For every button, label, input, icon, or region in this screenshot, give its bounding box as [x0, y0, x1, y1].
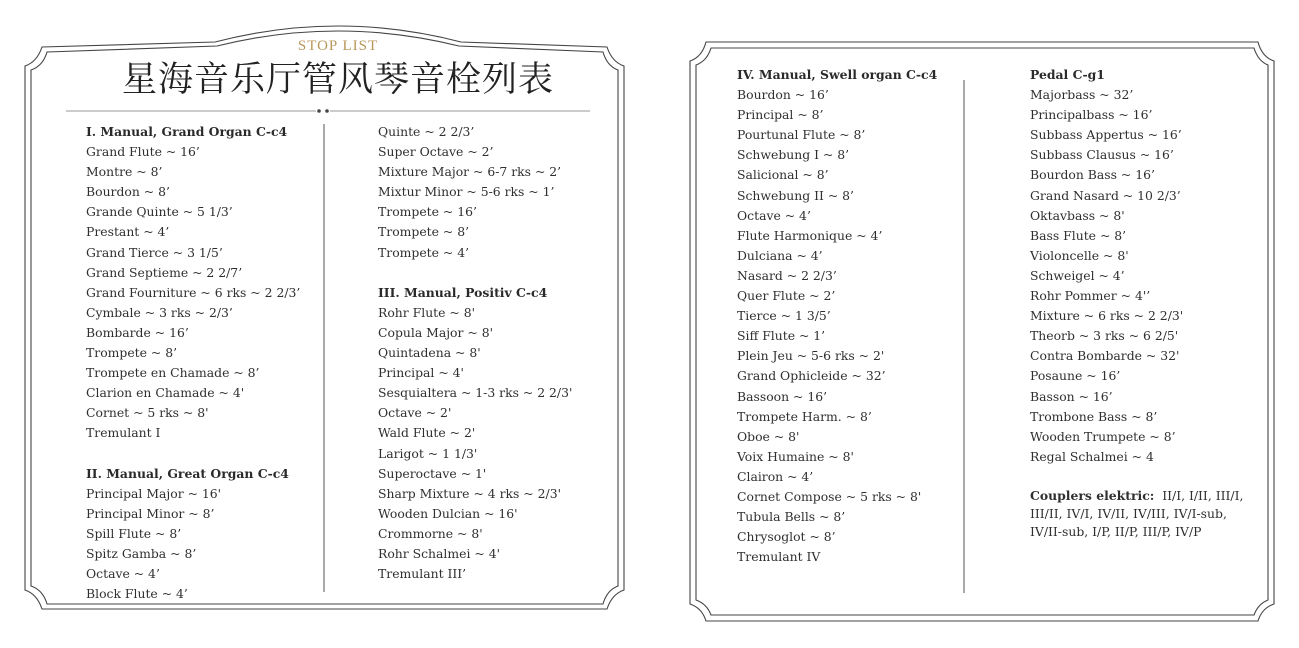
stop-item: Wooden Trumpete ~ 8’ — [1030, 428, 1176, 444]
stop-item: Trompete en Chamade ~ 8’ — [86, 365, 260, 381]
stop-item: Bourdon ~ 8’ — [86, 184, 170, 200]
stop-item: Theorb ~ 3 rks ~ 6 2/5' — [1030, 328, 1179, 344]
stop-item: Oboe ~ 8' — [737, 428, 800, 444]
stop-item: Majorbass ~ 32’ — [1030, 87, 1134, 103]
stop-item: Spitz Gamba ~ 8’ — [86, 545, 197, 561]
stop-item: Quinte ~ 2 2/3’ — [378, 124, 475, 139]
stop-item: Cornet ~ 5 rks ~ 8' — [86, 405, 209, 421]
stop-item: Rohr Flute ~ 8' — [378, 304, 476, 320]
stop-item: Bourdon Bass ~ 16’ — [1030, 167, 1155, 183]
stop-item: Trombone Bass ~ 8’ — [1030, 408, 1158, 424]
stop-item: Sharp Mixture ~ 4 rks ~ 2/3' — [378, 485, 561, 501]
stop-item: Siff Flute ~ 1’ — [737, 328, 826, 344]
stop-item: Wooden Dulcian ~ 16' — [378, 505, 518, 521]
stop-item: Clairon ~ 4’ — [737, 468, 814, 484]
stop-item: Grand Tierce ~ 3 1/5’ — [86, 244, 223, 260]
stop-item: Bombarde ~ 16’ — [86, 324, 189, 340]
left-page-column-2 — [378, 122, 572, 584]
stop-item: Superoctave ~ 1' — [378, 465, 487, 481]
stop-item: Prestant ~ 4’ — [86, 224, 170, 240]
stop-item: Contra Bombarde ~ 32' — [1030, 348, 1180, 364]
stop-item: Super Octave ~ 2’ — [378, 144, 494, 160]
stop-item: Principal Minor ~ 8’ — [86, 505, 215, 521]
stop-item: Tremulant I — [86, 425, 161, 441]
stop-item: Chrysoglot ~ 8’ — [737, 529, 836, 545]
stop-item: Oktavbass ~ 8' — [1030, 207, 1125, 223]
stop-item: Schwebung I ~ 8’ — [737, 147, 850, 163]
stop-item: Flute Harmonique ~ 4’ — [737, 227, 883, 243]
stop-item: Subbass Appertus ~ 16’ — [1030, 127, 1182, 143]
stop-item: Grand Fourniture ~ 6 rks ~ 2 2/3’ — [86, 284, 301, 300]
section-heading: III. Manual, Positiv C-c4 — [378, 284, 548, 300]
stop-item: Tierce ~ 1 3/5’ — [737, 308, 831, 324]
stop-item: Octave ~ 4’ — [86, 566, 160, 582]
stop-item: Tremulant III’ — [378, 566, 467, 582]
stop-item: Trompete ~ 16’ — [378, 204, 477, 220]
stop-item: Rohr Pommer ~ 4'’ — [1030, 288, 1151, 304]
stop-item: Plein Jeu ~ 5-6 rks ~ 2' — [737, 348, 885, 364]
couplers-label: Couplers elektric: — [1030, 487, 1155, 503]
stop-item: Cymbale ~ 3 rks ~ 2/3’ — [86, 304, 233, 320]
stop-item: Trompete Harm. ~ 8’ — [737, 408, 872, 424]
stop-item: Mixture Major ~ 6-7 rks ~ 2’ — [378, 164, 562, 180]
stop-item: Wald Flute ~ 2' — [378, 425, 476, 441]
couplers-line: III/II, IV/I, IV/II, IV/III, IV/I-sub, — [1030, 505, 1227, 521]
stop-item: Grand Flute ~ 16’ — [86, 144, 200, 160]
stop-item: Quintadena ~ 8' — [378, 345, 481, 361]
stop-item: Rohr Schalmei ~ 4' — [378, 545, 500, 561]
stop-item: Principal Major ~ 16' — [86, 485, 222, 501]
stop-item: Nasard ~ 2 2/3’ — [737, 267, 837, 283]
section-heading: Pedal C-g1 — [1030, 67, 1105, 82]
stop-item: Grand Nasard ~ 10 2/3’ — [1030, 187, 1181, 203]
stop-item: Bourdon ~ 16’ — [737, 87, 829, 103]
stop-item: Trompete ~ 8’ — [86, 345, 178, 361]
stop-item: Trompete ~ 4’ — [378, 244, 470, 260]
stop-item: Quer Flute ~ 2’ — [737, 288, 836, 304]
stop-item: Principal ~ 4' — [378, 365, 464, 381]
stop-item: Grande Quinte ~ 5 1/3’ — [86, 204, 233, 220]
stop-item: Clarion en Chamade ~ 4' — [86, 385, 245, 401]
stop-item: Crommorne ~ 8' — [378, 525, 483, 541]
stop-item: Dulciana ~ 4’ — [737, 247, 823, 263]
stop-item: Voix Humaine ~ 8' — [737, 448, 854, 464]
stop-item: Copula Major ~ 8' — [378, 324, 493, 340]
right-page-column-1 — [737, 65, 937, 567]
stop-item: Cornet Compose ~ 5 rks ~ 8' — [737, 488, 922, 504]
stop-item: Mixtur Minor ~ 5-6 rks ~ 1’ — [378, 184, 555, 200]
stop-list-subtitle: STOP LIST — [297, 38, 379, 54]
stop-item: Tubula Bells ~ 8’ — [737, 509, 846, 525]
stop-item: Grand Septieme ~ 2 2/7’ — [86, 264, 243, 280]
couplers-line: IV/II-sub, I/P, II/P, III/P, IV/P — [1030, 523, 1202, 539]
stop-item: Block Flute ~ 4’ — [86, 586, 188, 602]
left-page-column-1 — [86, 122, 300, 604]
stop-item: Regal Schalmei ~ 4 — [1030, 448, 1154, 464]
stop-item: Bass Flute ~ 8’ — [1030, 227, 1127, 243]
stop-item: Montre ~ 8’ — [86, 164, 163, 180]
couplers-block — [1030, 487, 1243, 541]
section-heading: II. Manual, Great Organ C-c4 — [86, 465, 289, 481]
stop-item: Sesquialtera ~ 1-3 rks ~ 2 2/3' — [378, 385, 573, 401]
stop-item: Spill Flute ~ 8’ — [86, 525, 182, 541]
stop-item: Octave ~ 4’ — [737, 207, 811, 223]
title-divider — [66, 109, 590, 113]
stop-item: Pourtunal Flute ~ 8’ — [737, 127, 866, 143]
stop-item: Trompete ~ 8’ — [378, 224, 470, 240]
stop-item: Mixture ~ 6 rks ~ 2 2/3' — [1030, 308, 1184, 324]
stop-item: Schweigel ~ 4’ — [1030, 267, 1125, 283]
right-page-column-2 — [1030, 65, 1243, 541]
stop-item: Subbass Clausus ~ 16’ — [1030, 147, 1174, 163]
stop-item: Tremulant IV — [737, 549, 821, 565]
stop-item: Octave ~ 2' — [378, 405, 452, 421]
stop-item: Larigot ~ 1 1/3' — [378, 445, 478, 461]
section-heading: I. Manual, Grand Organ C-c4 — [86, 124, 288, 139]
page-title: 星海音乐厅管风琴音栓列表 — [121, 60, 554, 100]
stop-item: Salicional ~ 8’ — [737, 167, 829, 183]
stop-item: Basson ~ 16’ — [1030, 388, 1113, 404]
stop-item: Principal ~ 8’ — [737, 107, 824, 123]
couplers-line: II/I, I/II, III/I, — [1162, 487, 1244, 503]
section-heading: IV. Manual, Swell organ C-c4 — [737, 67, 938, 82]
stop-item: Posaune ~ 16’ — [1030, 368, 1121, 384]
stop-item: Grand Ophicleide ~ 32’ — [737, 368, 886, 384]
stop-item: Bassoon ~ 16’ — [737, 388, 828, 404]
stop-item: Violoncelle ~ 8' — [1030, 247, 1129, 263]
stop-item: Schwebung II ~ 8’ — [737, 187, 854, 203]
stop-item: Principalbass ~ 16’ — [1030, 107, 1153, 123]
